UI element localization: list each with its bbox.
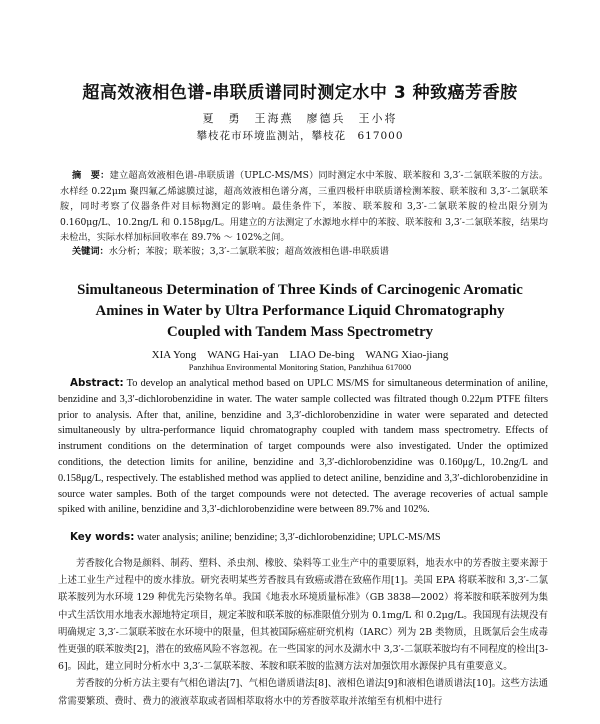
- chinese-authors: 夏 勇 王海燕 廖德兵 王小将: [202, 112, 398, 125]
- english-keywords: [58, 531, 548, 543]
- english-abstract: [58, 376, 548, 518]
- chinese-abstract-label: 摘 要：: [72, 170, 110, 181]
- chinese-title: 超高效液相色谱-串联质谱同时测定水中 3 种致癌芳香胺: [82, 83, 518, 103]
- chinese-keywords: [60, 245, 548, 259]
- chinese-keywords-text: 水分析；苯胺；联苯胺；3,3′-二氯联苯胺；超高效液相色谱-串联质谱: [108, 246, 389, 257]
- body-paragraph: 芳香胺的分析方法主要有气相色谱法[7]、气相色谱质谱法[8]、液相色谱法[9]和液相色谱质谱法[10]。这些方法通常需要繁琐、费时、费力的液液萃取或者固相萃取将水中的芳香胺萃取并浓缩至有机相中进行: [58, 678, 548, 707]
- chinese-abstract: [60, 168, 548, 246]
- english-title-line: Amines in Water by Ultra Performance Liquid Chromatography: [95, 303, 505, 319]
- english-title-line: Simultaneous Determination of Three Kinds of Carcinogenic Aromatic: [77, 282, 523, 298]
- english-affiliation: Panzhihua Environmental Monitoring Station, Panzhihua 617000: [188, 362, 412, 372]
- english-title-line: Coupled with Tandem Mass Spectrometry: [166, 324, 434, 340]
- english-title: [40, 280, 560, 343]
- english-keywords-label: Key words:: [70, 531, 135, 543]
- body-paragraph: 芳香胺化合物是颜料、制药、塑料、杀虫剂、橡胶、染料等工业生产中的重要原料，地表水中的芳香胺主要来源于上述工业生产过程中的废水排放。研究表明某些芳香胺具有致癌或潜在致癌作用[1]。美国 EPA 将联苯胺和 3,3′-二氯联苯胺列为水环境 129 种优先污染物名单。我国《地表水环境质量标准》（GB 3838—2002）将苯胺和联苯胺列为集中式生活饮用水地表水源地特定项目，规定苯胺和联苯胺的标准限值分别为 0.1mg/L 和 0.2μg/L。我国现有法规没有明确规定 3,3′-二氯联苯胺在水环境中的限量，但其被国际癌症研究机构（IARC）列为 2B 类物质，且既氯后会生成毒性更强的联苯胺类[2]，潜在的致癌风险不容忽视。在一些国家的河水及湖水中 3,3′-二氯联苯胺均有不同程度的检出[3-6]。因此，建立同时分析水中 3,3′-二氯联苯胺、苯胺和联苯胺的监测方法对加强饮用水源保护具有重要意义。: [58, 558, 548, 673]
- english-keywords-text: water analysis; aniline; benzidine; 3,3′-dichlorobenzidine; UPLC-MS/MS: [136, 532, 441, 543]
- chinese-affiliation: 攀枝花市环境监测站，攀枝花 617000: [196, 130, 404, 142]
- body-text: [58, 555, 548, 710]
- english-authors: XIA Yong WANG Hai-yan LIAO De-bing WANG Xiao-jiang: [151, 349, 449, 361]
- english-abstract-text: To develop an analytical method based on UPLC MS/MS for simultaneous determination of aniline, benzidine and 3,3′-dichlorobenzidine in water. The water sample collected was filtrated though 0.22μm PTFE filters prior to analysis. After that, aniline, benzidine and 3,3′-dichlorobenzidine in water were separated and detected simultaneously by ultra-performance liquid chromatography coupled with tandem mass spectrometry. Effects of instrument conditions on the determination of target compounds were also investigated. Under the optimized conditions, the detection limits for aniline, benzidine and 3,3′-dichlorobenzidine was 0.160μg/L, 10.2ng/L and 0.158μg/L, respectively. The established method was applied to detect aniline, benzidine and 3,3′-dichlorobenzidine in source water samples. Both of the target compounds were not detected. The average recoveries of actual sample spiked with aniline, benzidine and 3,3′-dichlorobenzidine were between 89.7% and 102%.: [58, 378, 549, 516]
- chinese-keywords-label: 关键词：: [72, 246, 109, 257]
- english-abstract-label: Abstract:: [70, 377, 124, 389]
- chinese-abstract-text: 建立超高效液相色谱-串联质谱（UPLC-MS/MS）同时测定水中苯胺、联苯胺和 3,3′-二氯联苯胺的方法。水样经 0.22μm 聚四氟乙烯滤膜过滤，超高效液相色谱分离，三重四极杆串联质谱检测苯胺、联苯胺和 3,3′-二氯联苯胺，同时考察了仪器条件对目标物测定的影响。最佳条件下，苯胺、联苯胺和 3,3′-二氯联苯胺的检出限分别为 0.160μg/L、10.2ng/L 和 0.158μg/L。用建立的方法测定了水源地水样中的苯胺、联苯胺和 3,3′-二氯联苯胺，结果均未检出，实际水样加标回收率在 89.7% ～ 102%之间。: [60, 170, 549, 244]
